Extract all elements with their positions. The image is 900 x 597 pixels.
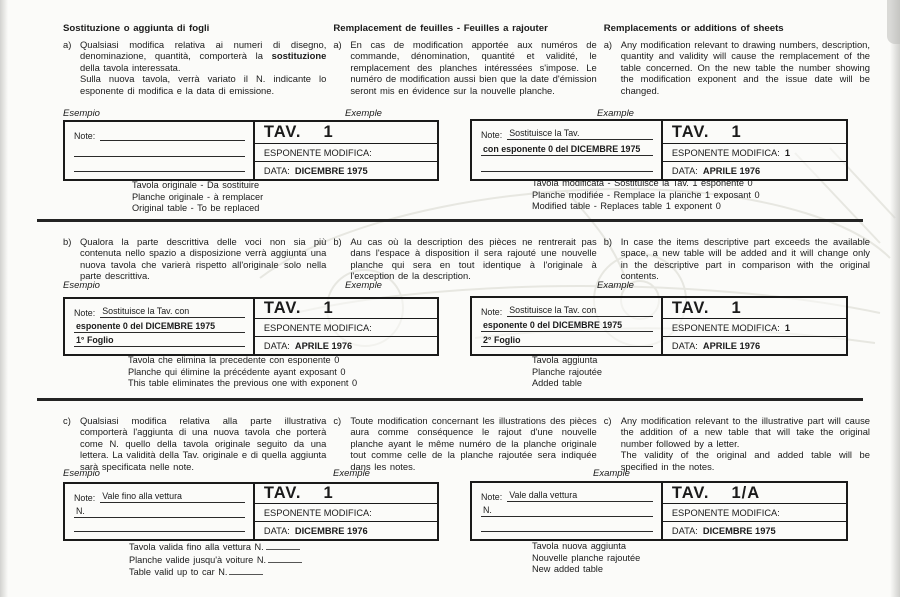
data-value: APRILE 1976 <box>294 340 353 351</box>
tav-section <box>253 299 437 354</box>
note-line <box>74 505 245 518</box>
data-value: APRILE 1976 <box>702 340 761 351</box>
data-value: DICEMBRE 1975 <box>702 525 776 536</box>
note-line <box>74 334 245 347</box>
list-marker: c) <box>333 415 342 426</box>
caption-new-added-table: Tavola nuova aggiunta Nouvelle planche rajoutée New added table <box>532 541 641 575</box>
esponente-row: ESPONENTE MODIFICA: <box>255 143 437 161</box>
paragraph-text: Toute modification concernant les illustrations des pièces aura comme conséquence le rajout d'une nouvelle planche ayant le même numéro de la planche originale tout comme celle de la planche rajoutée sera indiquée dans les notes. <box>350 415 597 472</box>
note-value: Sostituisce la Tav. con <box>507 305 653 317</box>
note-value: N. <box>481 505 653 517</box>
caption-modified-table: Tavola modificata - Sostituisce la Tav. 1 esponente 0 Planche modifiée - Remplace la planche 1 exposant 0 Modified table - Replaces table 1 exponent 0 <box>532 178 760 212</box>
tav-section <box>661 483 846 539</box>
paragraph-a-french <box>333 39 596 96</box>
data-value: DICEMBRE 1976 <box>294 525 368 536</box>
example-label-example: Example <box>597 108 634 119</box>
tav-number: 1 <box>323 123 334 141</box>
note-section <box>472 483 661 539</box>
caption-second-sheet: Tavola aggiunta Planche rajoutée Added table <box>532 355 602 389</box>
blank-fill-line <box>266 541 300 550</box>
data-row: DATA: APRILE 1976 <box>255 336 437 354</box>
note-label: Note: <box>74 493 96 503</box>
column-b-english <box>604 236 870 282</box>
column-a-french <box>333 23 596 96</box>
scan-edge-right <box>890 0 900 597</box>
column-b-french <box>333 236 596 282</box>
note-value <box>74 530 245 532</box>
list-marker: a) <box>63 39 72 50</box>
blank-fill-line <box>229 566 263 575</box>
list-marker: b) <box>63 236 72 247</box>
list-marker: c) <box>603 415 612 426</box>
note-line <box>74 490 245 503</box>
heading-french: Remplacement de feuilles - Feuilles a rajouter <box>333 23 548 34</box>
tav-section <box>253 122 437 179</box>
caption-valid-up-to-car: Tavola valida fino alla vettura N. Planche valide jusqu'à voiture N. Table valid up to car N. <box>129 541 302 579</box>
esponente-row: ESPONENTE MODIFICA: <box>255 503 437 521</box>
paragraph-c-french <box>333 415 596 472</box>
tav-title: TAV. 1 <box>263 123 334 141</box>
esponente-value: 1 <box>784 322 790 333</box>
heading-english: Remplacements or additions of sheets <box>603 23 784 34</box>
list-marker: b) <box>603 236 613 247</box>
note-section <box>472 121 661 179</box>
paragraph-b-italian <box>63 236 326 282</box>
note-section <box>65 299 253 354</box>
esponente-row: ESPONENTE MODIFICA: 1 <box>663 143 846 161</box>
tav-number: 1 <box>731 298 742 317</box>
note-label: Note: <box>74 131 96 141</box>
section-separator <box>37 398 863 401</box>
note-value <box>481 530 653 532</box>
paragraph-text: Any modification relevant to the illustrative part will cause the addition of a new table that will take the original number followed by a letter. The validity of the original and added table will be specified in the notes. <box>620 415 870 472</box>
data-row: DATA: DICEMBRE 1975 <box>663 521 846 539</box>
note-value: Sostituisce la Tav. <box>507 128 653 140</box>
note-value: Vale fino alla vettura <box>100 491 245 503</box>
data-row: DATA: APRILE 1976 <box>663 336 846 354</box>
scan-edge-left <box>0 0 8 597</box>
note-line <box>481 504 653 517</box>
paragraph-c-english <box>604 415 870 472</box>
note-label: Note: <box>481 130 503 140</box>
example-label-esempio: Esempio <box>63 108 100 119</box>
note-label: Note: <box>74 308 96 318</box>
example-label-exemple: Exemple <box>345 280 382 291</box>
example-box-second-sheet <box>470 296 848 356</box>
tav-section <box>661 298 846 354</box>
tav-title: TAV. 1 <box>671 122 742 141</box>
example-box-first-sheet <box>63 297 439 356</box>
note-line <box>74 144 245 157</box>
paragraph-text: Qualora la parte descrittiva delle voci non sia più contenuta nello spazio a disposizione verrà aggiunta una nuova tavola che varierà rispetto all'originale solo nella parte descrittiva. <box>80 236 327 282</box>
note-section <box>472 298 661 354</box>
list-marker: a) <box>333 39 342 50</box>
esponente-row: ESPONENTE MODIFICA: 1 <box>663 318 846 336</box>
paragraph-b-english <box>604 236 870 282</box>
note-line <box>74 159 245 172</box>
caption-original-table: Tavola originale - Da sostituire Planche originale - à remplacer Original table - To be replaced <box>132 180 264 214</box>
note-line <box>74 305 245 318</box>
paragraph-text: In case the items descriptive part exceeds the available space, a new table will be added and it will change only in the descriptive part in comparison with the original contents. <box>620 236 870 282</box>
note-line <box>481 319 653 332</box>
column-c-french <box>333 415 596 472</box>
paragraph-b-french <box>333 236 596 282</box>
list-marker: a) <box>603 39 613 50</box>
data-row: DATA: APRILE 1976 <box>663 161 846 179</box>
note-line <box>481 143 653 156</box>
note-line <box>481 304 653 317</box>
tav-number: 1 <box>323 299 334 317</box>
paragraph-text: Qualsiasi modifica relativa ai numeri di disegno, denominazione, quantità, comporterà la sostituzione della tavola interessata. Sulla nuova tavola, verrà variato il N. indicante lo esponente di modifica e la data di emissione. <box>80 39 327 96</box>
note-line <box>74 320 245 333</box>
note-value <box>481 170 653 172</box>
tav-section <box>253 484 437 539</box>
paragraph-c-italian <box>63 415 326 472</box>
column-a-italian <box>63 23 326 96</box>
data-row: DATA: DICEMBRE 1976 <box>255 521 437 539</box>
esponente-value: 1 <box>784 147 790 158</box>
note-value: con esponente 0 del DICEMBRE 1975 <box>481 144 653 156</box>
section-a <box>63 23 870 96</box>
note-value <box>100 139 245 141</box>
note-line <box>481 519 653 532</box>
example-box-original-table <box>63 120 439 181</box>
list-marker: b) <box>333 236 342 247</box>
example-label-exemple: Exemple <box>333 468 370 479</box>
data-row: DATA: DICEMBRE 1975 <box>255 161 437 179</box>
section-b <box>63 236 870 282</box>
note-label: Note: <box>481 307 503 317</box>
note-section <box>65 484 253 539</box>
example-label-example: Example <box>593 468 630 479</box>
example-label-esempio: Esempio <box>63 468 100 479</box>
note-line <box>481 334 653 347</box>
example-label-example: Example <box>597 280 634 291</box>
section-separator <box>37 219 863 222</box>
note-value: 1° Foglio <box>74 335 245 347</box>
paragraph-text: Au cas où la description des pièces ne rentrerait pas dans l'espace à disposition il sera rajouté une nouvelle planche qui sera en tout identique à l'originale à l'exception de la description. <box>350 236 597 282</box>
tav-number: 1/A <box>731 483 761 502</box>
tav-title: TAV. 1 <box>263 484 334 502</box>
tav-title: TAV. 1/A <box>671 483 761 502</box>
data-value: APRILE 1976 <box>702 165 761 176</box>
paragraph-text: Any modification relevant to drawing numbers, description, quantity and validity will cause the remplacement of the table concerned. On the new table the number showing the modification exponent and the issue date will be changed. <box>620 39 870 96</box>
scan-corner-shadow <box>887 0 900 44</box>
paragraph-a-italian <box>63 39 326 96</box>
column-c-english <box>604 415 870 472</box>
example-label-exemple: Exemple <box>345 108 382 119</box>
paragraph-text: Qualsiasi modifica relativa alla parte illustrativa comporterà l'aggiunta di una nuova tavola che porterà come N. quello della tavola originale seguito da una lettera. La validità della Tav. originale e di quella aggiunta sarà specificata nelle note. <box>80 415 327 472</box>
column-c-italian <box>63 415 326 472</box>
note-line <box>481 127 653 140</box>
section-c <box>63 415 870 472</box>
note-value <box>74 155 245 157</box>
caption-first-sheet: Tavola che elimina la precedente con esponente 0 Planche qui élimine la précédente ayant exposant 0 This table eliminates the previous one with exponent 0 <box>128 355 358 389</box>
column-a-english <box>604 23 870 96</box>
tav-number: 1 <box>323 484 334 502</box>
blank-fill-line <box>268 554 302 563</box>
heading-italian: Sostituzione o aggiunta di fogli <box>63 23 210 34</box>
note-label: Note: <box>481 492 503 502</box>
note-line <box>74 128 245 141</box>
list-marker: c) <box>63 415 71 426</box>
note-line <box>481 159 653 172</box>
example-box-valid-up-to-car <box>63 482 439 541</box>
example-box-new-added-table <box>470 481 848 541</box>
note-value: Vale dalla vettura <box>507 490 653 502</box>
note-value: 2° Foglio <box>481 335 653 347</box>
example-box-modified-table <box>470 119 848 181</box>
note-line <box>74 519 245 532</box>
tav-title: TAV. 1 <box>263 299 334 317</box>
paragraph-text: En cas de modification apportée aux numéros de commande, dénomination, quantité et validité, le remplacement des planches intéressées s'impose. Le numéro de modification aussi bien que la date d'émission seront mis en évidence sur la nouvelle planche. <box>350 39 597 96</box>
esponente-row: ESPONENTE MODIFICA: <box>663 503 846 521</box>
example-label-esempio: Esempio <box>63 280 100 291</box>
tav-section <box>661 121 846 179</box>
note-value <box>74 170 245 172</box>
note-value: Sostituisce la Tav. con <box>100 306 245 318</box>
note-section <box>65 122 253 179</box>
tav-number: 1 <box>731 122 742 141</box>
data-value: DICEMBRE 1975 <box>294 165 368 176</box>
note-line <box>481 489 653 502</box>
tav-title: TAV. 1 <box>671 298 742 317</box>
note-value: esponente 0 del DICEMBRE 1975 <box>481 320 653 332</box>
note-value: esponente 0 del DICEMBRE 1975 <box>74 321 245 333</box>
esponente-row: ESPONENTE MODIFICA: <box>255 318 437 336</box>
column-b-italian <box>63 236 326 282</box>
note-value: N. <box>74 506 245 518</box>
paragraph-a-english <box>604 39 870 96</box>
